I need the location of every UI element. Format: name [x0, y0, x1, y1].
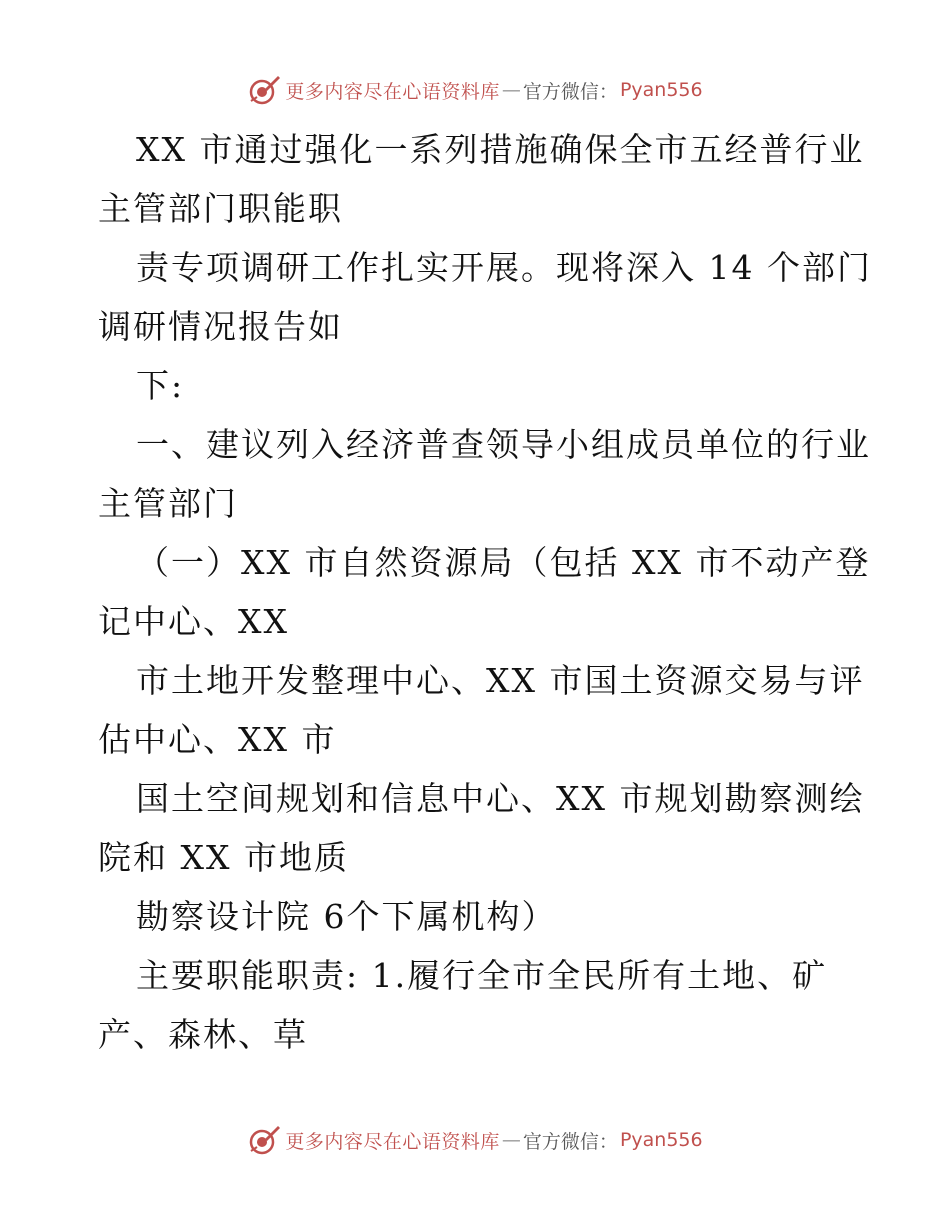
watermark-dash: — [501, 79, 521, 101]
pen-logo-icon [247, 73, 281, 107]
watermark-main-text: 更多内容尽在心语资料库 [285, 1130, 500, 1153]
paragraph-line: 责专项调研工作扎实开展。现将深入 14 个部门 [136, 248, 872, 287]
paragraph-line: 勘察设计院 6个下属机构） [136, 897, 557, 936]
watermark-wechat-label: 官方微信： [522, 80, 618, 103]
paragraph-line: 估中心、XX 市 [98, 720, 337, 759]
paragraph-line: 国土空间规划和信息中心、XX 市规划勘察测绘 [136, 779, 865, 818]
section-heading-continued: 主管部门 [98, 484, 238, 523]
watermark-wechat-id: Pyan556 [619, 1129, 703, 1151]
subsection-heading: （一）XX 市自然资源局（包括 XX 市不动产登 [136, 543, 871, 582]
paragraph-line: 产、森林、草 [98, 1015, 308, 1054]
pen-logo-icon [247, 1123, 281, 1157]
watermark-wechat-label: 官方微信： [522, 1130, 618, 1153]
document-body [98, 120, 872, 1064]
paragraph-line: 市土地开发整理中心、XX 市国土资源交易与评 [136, 661, 865, 700]
watermark-wechat-id: Pyan556 [619, 79, 703, 101]
header-watermark [0, 70, 950, 110]
paragraph-line: 主要职能职责: 1.履行全市全民所有土地、矿 [136, 956, 828, 995]
paragraph-line: 调研情况报告如 [98, 307, 343, 346]
footer-watermark [0, 1120, 950, 1160]
watermark-main-text: 更多内容尽在心语资料库 [285, 80, 500, 103]
paragraph-line: 记中心、XX [98, 602, 289, 641]
paragraph-line: 下: [136, 366, 185, 405]
paragraph-line: XX 市通过强化一系列措施确保全市五经普行业 [136, 130, 865, 169]
paragraph-line: 院和 XX 市地质 [98, 838, 349, 877]
section-heading: 一、建议列入经济普查领导小组成员单位的行业 [136, 425, 871, 464]
watermark-dash: — [501, 1129, 521, 1151]
paragraph-line: 主管部门职能职 [98, 189, 343, 228]
